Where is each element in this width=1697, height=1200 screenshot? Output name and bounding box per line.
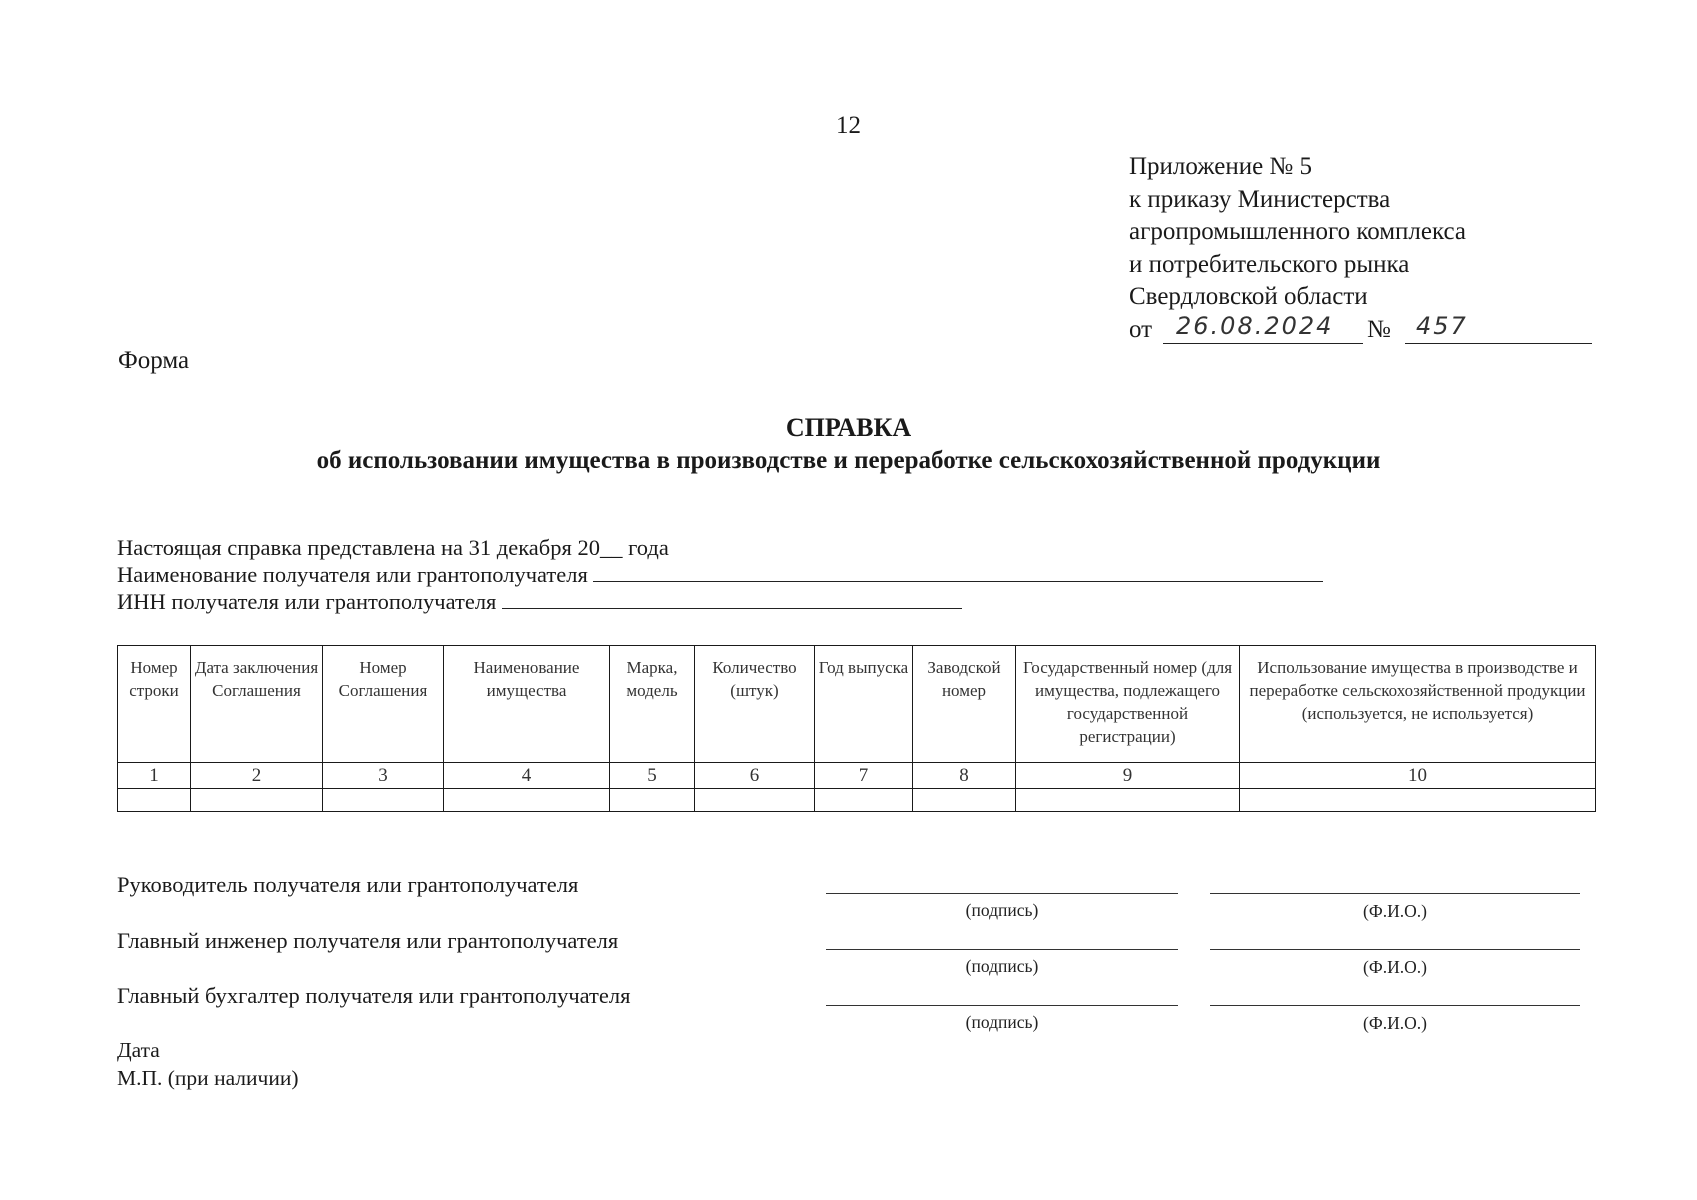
column-number: 3	[323, 763, 444, 789]
column-header: Количество (штук)	[695, 646, 815, 763]
table-cell[interactable]	[444, 789, 610, 812]
signature-caption: (подпись)	[965, 900, 1039, 920]
table-cell[interactable]	[323, 789, 444, 812]
number-sign: №	[1367, 315, 1391, 343]
column-header: Марка, модель	[610, 646, 695, 763]
director-label: Руководитель получателя или грантополучателя	[117, 872, 579, 897]
chief-accountant-label: Главный бухгалтер получателя или грантополучателя	[117, 983, 631, 1008]
column-number: 2	[191, 763, 323, 789]
name-caption: (Ф.И.О.)	[1363, 901, 1427, 921]
property-table	[117, 645, 1596, 812]
column-header: Заводской номер	[913, 646, 1016, 763]
number-underline	[1405, 343, 1592, 344]
director-signature-line[interactable]	[826, 893, 1178, 894]
document-subtitle: об использовании имущества в производстве и переработке сельскохозяйственной продукции	[316, 447, 1381, 474]
appendix-line: Приложение № 5	[1129, 153, 1313, 180]
column-number: 9	[1016, 763, 1240, 789]
report-date-line: Настоящая справка представлена на 31 декабря 20__ года	[117, 535, 669, 560]
handwritten-number: 457	[1416, 311, 1468, 340]
engineer-signature-line[interactable]	[826, 949, 1178, 950]
table-cell[interactable]	[610, 789, 695, 812]
column-number: 5	[610, 763, 695, 789]
form-label: Форма	[118, 347, 190, 374]
appendix-line: агропромышленного комплекса	[1129, 218, 1467, 245]
director-name-line[interactable]	[1210, 893, 1580, 894]
table-cell[interactable]	[695, 789, 815, 812]
column-header: Наименование имущества	[444, 646, 610, 763]
column-header: Дата заключения Соглашения	[191, 646, 323, 763]
inn-line	[117, 589, 962, 615]
signature-caption: (подпись)	[965, 956, 1039, 976]
seal-label: М.П. (при наличии)	[117, 1066, 299, 1090]
column-header: Номер Соглашения	[323, 646, 444, 763]
name-caption: (Ф.И.О.)	[1363, 1013, 1427, 1033]
appendix-line: к приказу Министерства	[1129, 185, 1391, 213]
appendix-block	[1129, 151, 1466, 347]
table-cell[interactable]	[1240, 789, 1596, 812]
accountant-signature-line[interactable]	[826, 1005, 1178, 1006]
table-cell[interactable]	[191, 789, 323, 812]
appendix-date-row	[1129, 311, 1468, 347]
name-caption: (Ф.И.О.)	[1363, 957, 1427, 977]
appendix-line: и потребительского рынка	[1129, 250, 1410, 278]
inn-label: ИНН получателя или грантополучателя	[117, 589, 497, 614]
column-header: Использование имущества в производстве и переработке сельскохозяйственной продукции (используется, не используется)	[1240, 646, 1596, 763]
document-title: СПРАВКА	[785, 413, 912, 442]
page-number: 12	[836, 112, 861, 139]
column-number: 10	[1240, 763, 1596, 789]
date-label: Дата	[117, 1038, 160, 1062]
date-underline	[1163, 343, 1363, 344]
signature-caption: (подпись)	[965, 1012, 1039, 1032]
appendix-line: Свердловской области	[1129, 283, 1368, 310]
table-cell[interactable]	[1016, 789, 1240, 812]
table-cell[interactable]	[118, 789, 191, 812]
engineer-name-line[interactable]	[1210, 949, 1580, 950]
column-header: Номер строки	[118, 646, 191, 763]
recipient-name-label: Наименование получателя или грантополучателя	[117, 562, 588, 587]
chief-engineer-label: Главный инженер получателя или грантополучателя	[117, 928, 619, 953]
recipient-name-line	[117, 562, 1323, 588]
column-number: 4	[444, 763, 610, 789]
date-prefix: от	[1129, 315, 1153, 343]
accountant-name-line[interactable]	[1210, 1005, 1580, 1006]
footer-block	[117, 1036, 299, 1092]
column-number: 7	[815, 763, 913, 789]
recipient-name-field[interactable]	[593, 567, 1323, 582]
column-number: 6	[695, 763, 815, 789]
column-header: Год выпуска	[815, 646, 913, 763]
table-cell[interactable]	[815, 789, 913, 812]
column-number: 8	[913, 763, 1016, 789]
handwritten-date: 26.08.2024	[1176, 311, 1334, 340]
column-number: 1	[118, 763, 191, 789]
column-header: Государственный номер (для имущества, подлежащего государственной регистрации)	[1016, 646, 1240, 763]
inn-field[interactable]	[502, 594, 962, 609]
table-row	[118, 789, 1596, 812]
table-cell[interactable]	[913, 789, 1016, 812]
